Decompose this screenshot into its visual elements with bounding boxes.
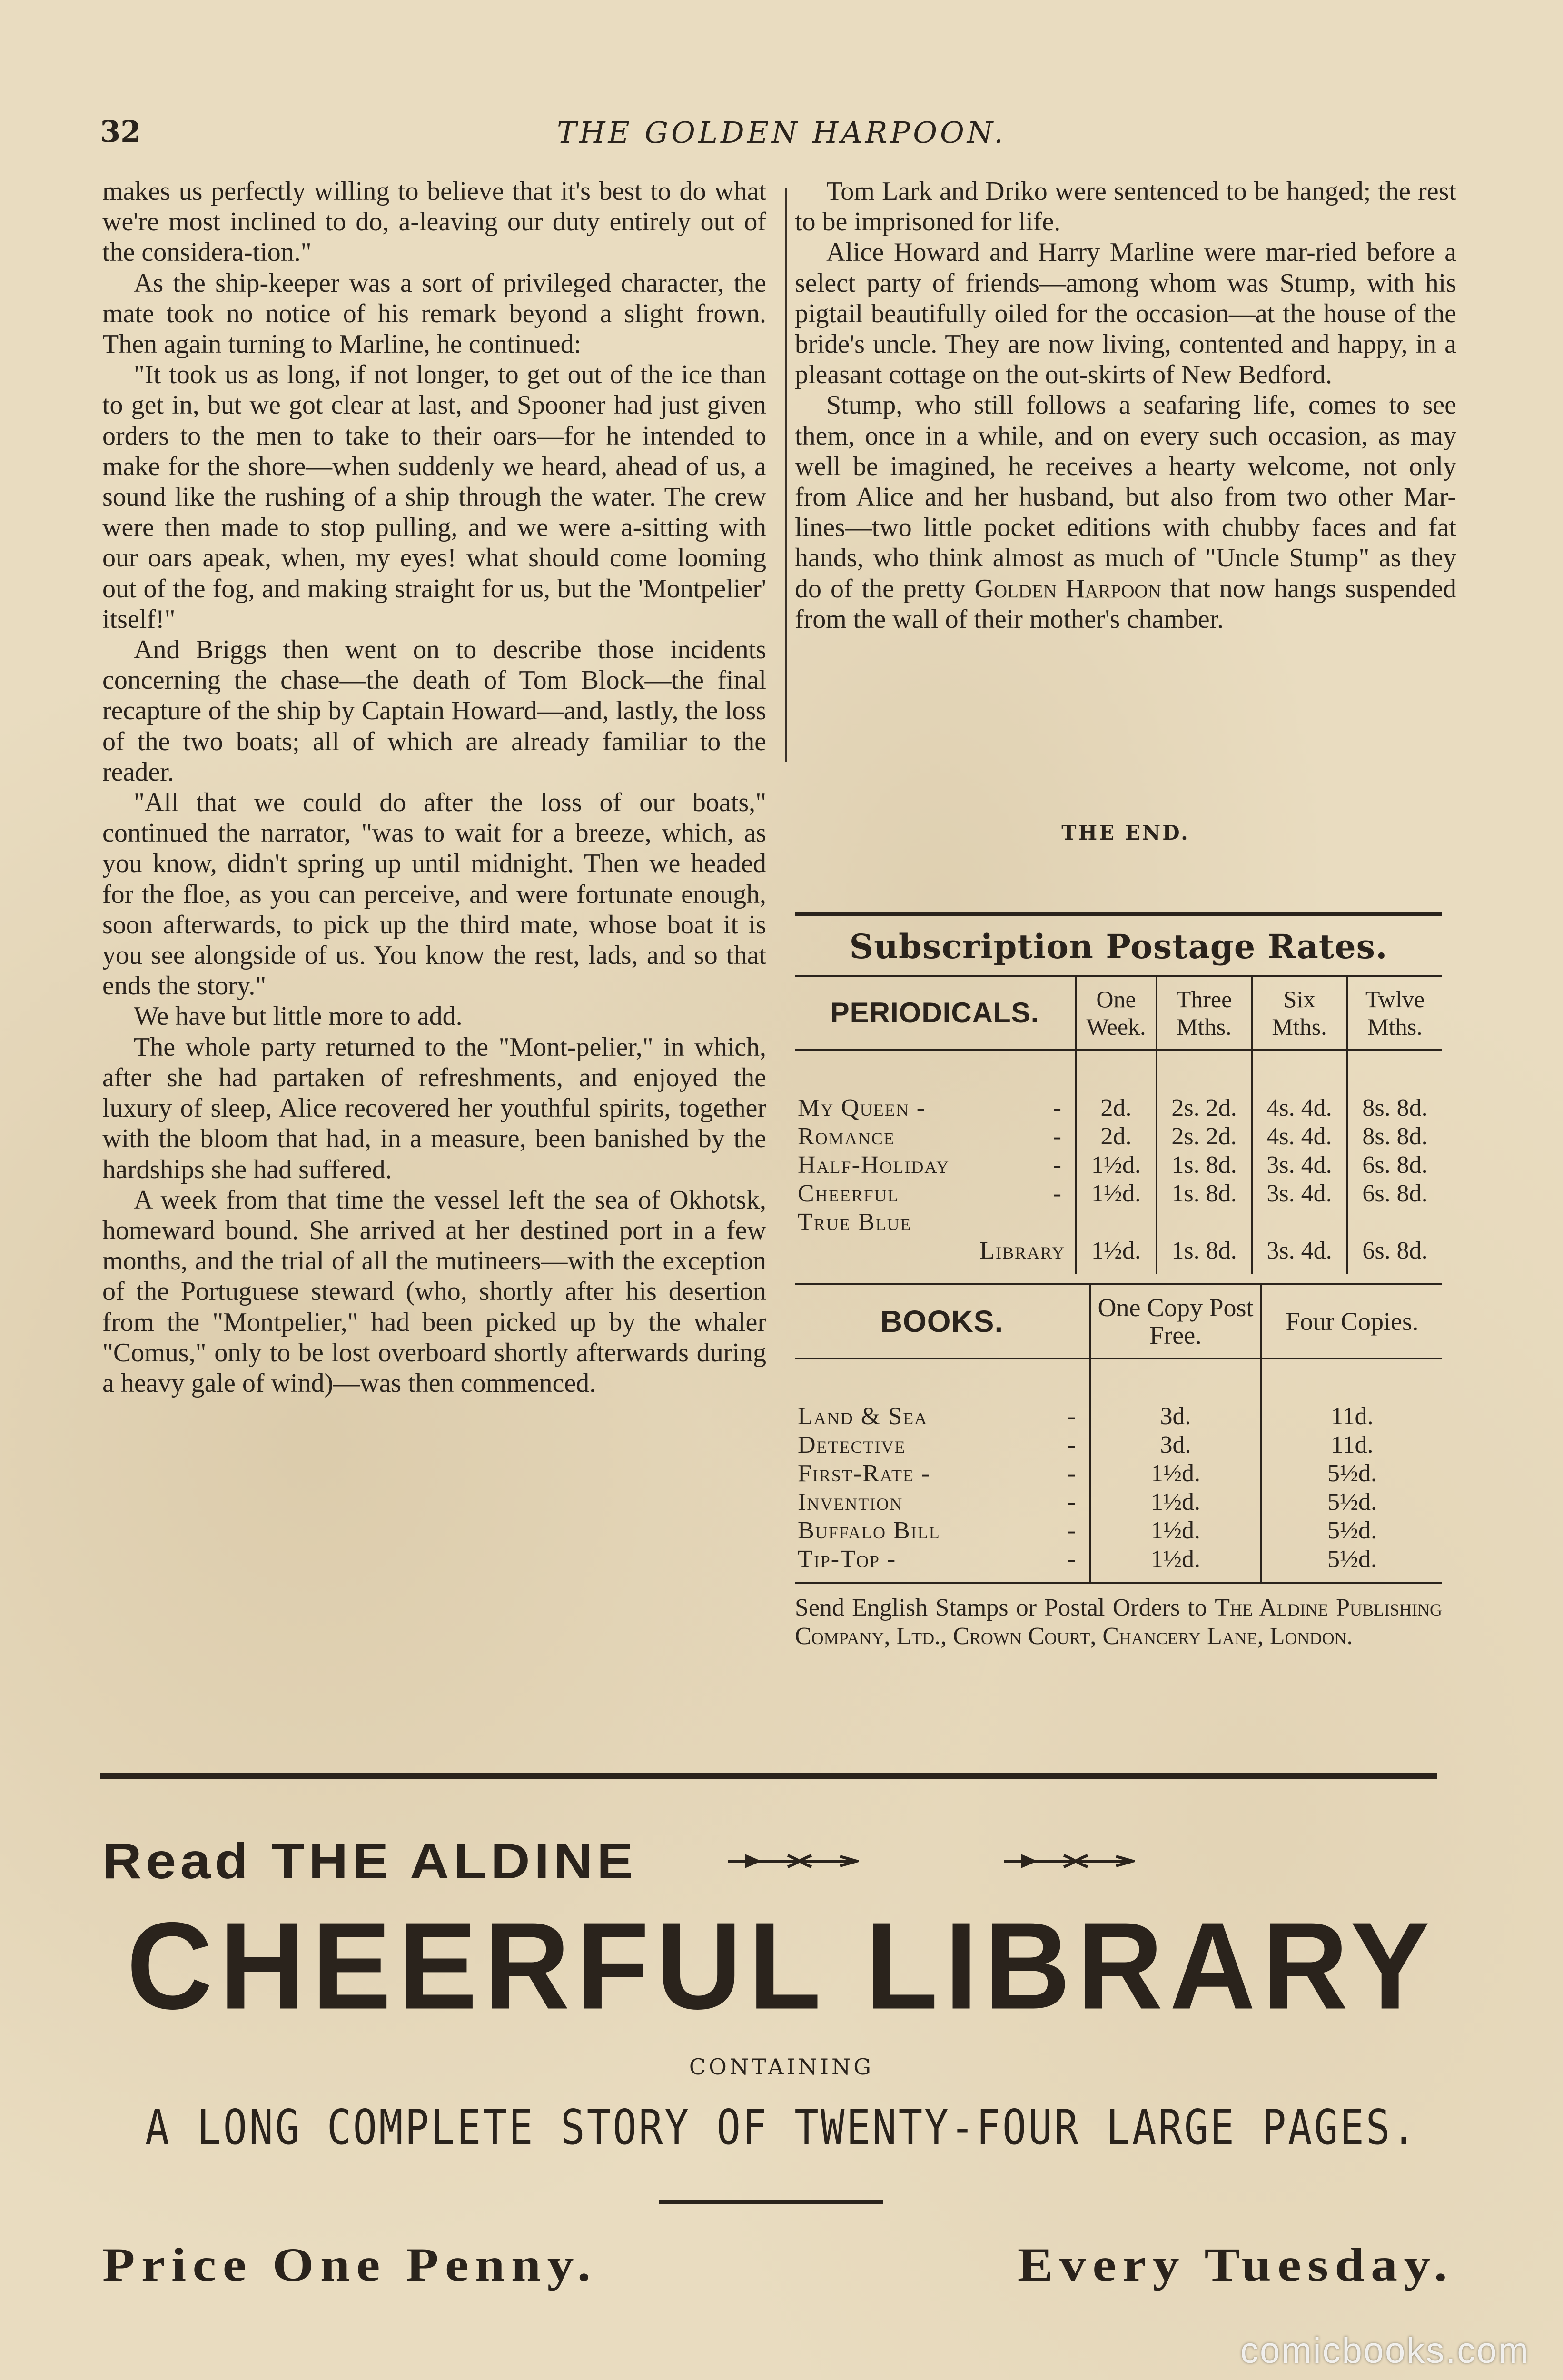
rate-cell: 1½d. bbox=[1076, 1151, 1157, 1180]
periodicals-label: PERIODICALS. bbox=[795, 977, 1076, 1050]
rate-cell: 1s. 8d. bbox=[1157, 1180, 1252, 1208]
rate-cell: 11d. bbox=[1261, 1431, 1442, 1459]
rate-cell: 1½d. bbox=[1090, 1545, 1261, 1582]
table-row bbox=[795, 1050, 1442, 1122]
the-end-label: THE END. bbox=[1061, 821, 1190, 844]
rate-cell: 5½d. bbox=[1261, 1545, 1442, 1582]
books-table bbox=[795, 1285, 1442, 1582]
table-row bbox=[795, 1180, 1442, 1208]
rate-cell: 1½d. bbox=[1090, 1517, 1261, 1545]
rate-cell: 2d. bbox=[1076, 1050, 1157, 1122]
periodical-name: Half-Holiday - bbox=[798, 1151, 1062, 1179]
column-header: Six Mths. bbox=[1252, 977, 1347, 1050]
periodical-name: Romance - bbox=[798, 1123, 1062, 1150]
table-row bbox=[795, 1545, 1442, 1582]
paragraph: And Briggs then went on to describe those incidents concerning the chase—the death of Tom Block—the final recapture of the ship by Captain Howard—and, lastly, the loss of the two boats; all of which are already familiar to the reader. bbox=[102, 635, 766, 787]
running-title: THE GOLDEN HARPOON. bbox=[557, 115, 1006, 150]
rate-cell: 6s. 8d. bbox=[1347, 1180, 1442, 1208]
rate-cell: 1s. 8d. bbox=[1157, 1237, 1252, 1274]
paragraph: "It took us as long, if not longer, to get out of the ice than to get in, but we got clear at last, and Spooner had just given orders to the men to take to their oars—for he intended to make for the shore—when suddenly we heard, ahead of us, a sound like the rushing of a ship through the water. The crew were then made to stop pulling, and we were a-sitting with our oars apeak, when, my eyes! what should come looming out of the fog, and making straight for us, but the 'Montpelier' itself!" bbox=[102, 360, 766, 634]
table-row bbox=[795, 1517, 1442, 1545]
paragraph: A week from that time the vessel left the sea of Okhotsk, homeward bound. She arrived at her destined port in a few months, and the trial of all the mutineers—with the exception of the Portuguese steward (who, shortly after his desertion from the "Montpelier," had been picked up by the whaler "Comus," only to be lost overboard shortly afterwards during a heavy gale of wind)—was then commenced. bbox=[102, 1185, 766, 1398]
ad-price: Price One Penny. bbox=[102, 2238, 597, 2291]
rate-cell: 8s. 8d. bbox=[1347, 1122, 1442, 1151]
rate-cell: 2d. bbox=[1076, 1122, 1157, 1151]
table-row bbox=[795, 1488, 1442, 1517]
paragraph: Alice Howard and Harry Marline were mar-ried before a select party of friends—among whom was Stump, with his pigtail beautifully oiled for the occasion—at the house of the bride's uncle. They are now living, contented and happy, in a pleasant cottage on the out-skirts of New Bedford. bbox=[795, 238, 1456, 390]
table-row bbox=[795, 1208, 1442, 1237]
periodical-name: True Blue bbox=[798, 1209, 912, 1236]
watermark: comicbooks.com bbox=[1240, 2330, 1530, 2371]
book-name: Land & Sea - bbox=[798, 1403, 1077, 1430]
harpoon-ornament-icon bbox=[1002, 1847, 1135, 1875]
book-name: Invention - bbox=[798, 1488, 1077, 1516]
paragraph: As the ship-keeper was a sort of privileged character, the mate took no notice of his remark beyond a slight frown. Then again turning to Marline, he continued: bbox=[102, 268, 766, 359]
book-name: Buffalo Bill - bbox=[798, 1517, 1077, 1544]
ad-headline: CHEERFUL LIBRARY bbox=[127, 1896, 1436, 2035]
rate-cell: 1s. 8d. bbox=[1157, 1151, 1252, 1180]
rate-cell: 1½d. bbox=[1076, 1237, 1157, 1274]
rate-cell: 1½d. bbox=[1090, 1488, 1261, 1517]
table-row bbox=[795, 1151, 1442, 1180]
column-header: One Week. bbox=[1076, 977, 1157, 1050]
ad-day: Every Tuesday. bbox=[1017, 2238, 1454, 2291]
rate-cell: 6s. 8d. bbox=[1347, 1151, 1442, 1180]
left-column bbox=[102, 176, 766, 1398]
rule bbox=[795, 912, 1442, 916]
book-name: Tip-Top - - bbox=[798, 1546, 1077, 1573]
paragraph-text: that now hangs suspended from the wall of their mother's chamber. bbox=[795, 574, 1457, 634]
rate-cell: 3d. bbox=[1090, 1359, 1261, 1431]
column-header: Twlve Mths. bbox=[1347, 977, 1442, 1050]
rate-cell: 5½d. bbox=[1261, 1488, 1442, 1517]
rate-cell: 2s. 2d. bbox=[1157, 1122, 1252, 1151]
subscription-rates-box bbox=[795, 912, 1442, 1651]
books-label: BOOKS. bbox=[795, 1285, 1090, 1359]
order-note: Send English Stamps or Postal Orders to The Aldine Publishing Company, Ltd., Crown Court, Chancery Lane, London. bbox=[795, 1594, 1443, 1650]
golden-harpoon-smallcaps: Golden Harpoon bbox=[974, 574, 1161, 604]
rate-cell: 3d. bbox=[1090, 1431, 1261, 1459]
column-header: Three Mths. bbox=[1157, 977, 1252, 1050]
periodicals-table bbox=[795, 977, 1442, 1274]
rate-cell: 4s. 4d. bbox=[1252, 1122, 1347, 1151]
column-divider bbox=[785, 188, 787, 762]
short-rule bbox=[659, 2200, 883, 2204]
rate-cell: 4s. 4d. bbox=[1252, 1050, 1347, 1122]
rate-cell: 3s. 4d. bbox=[1252, 1237, 1347, 1274]
table-row bbox=[795, 1459, 1442, 1488]
table-row bbox=[795, 1431, 1442, 1459]
rate-cell: 3s. 4d. bbox=[1252, 1151, 1347, 1180]
column-header: Four Copies. bbox=[1261, 1285, 1442, 1359]
table-row bbox=[795, 1122, 1442, 1151]
column-header: One Copy Post Free. bbox=[1090, 1285, 1261, 1359]
rates-title: Subscription Postage Rates. bbox=[849, 927, 1388, 966]
paragraph: We have but little more to add. bbox=[134, 1002, 463, 1031]
rate-cell: 3s. 4d. bbox=[1252, 1180, 1347, 1208]
table-row bbox=[795, 1237, 1442, 1274]
rate-cell: 1½d. bbox=[1090, 1459, 1261, 1488]
paragraph: Tom Lark and Driko were sentenced to be hanged; the rest to be imprisoned for life. bbox=[795, 177, 1456, 237]
ad-containing: CONTAINING bbox=[689, 2054, 874, 2080]
book-name: First-Rate - - bbox=[798, 1460, 1077, 1487]
paragraph: The whole party returned to the "Mont-pelier," in which, after she had partaken of refreshments, and enjoyed the luxury of sleep, Alice recovered her youthful spirits, together with the bloom that had, in a measure, been banished by the hardships she had suffered. bbox=[102, 1032, 766, 1184]
book-name: Detective - bbox=[798, 1431, 1077, 1458]
rate-cell: 11d. bbox=[1261, 1359, 1442, 1431]
rate-cell: 5½d. bbox=[1261, 1517, 1442, 1545]
harpoon-ornament-icon bbox=[726, 1847, 859, 1875]
paragraph bbox=[795, 390, 1456, 635]
paragraph: makes us perfectly willing to believe that it's best to do what we're most inclined to do, a-leaving our duty entirely out of the considera-tion." bbox=[102, 177, 766, 268]
right-column bbox=[795, 176, 1456, 635]
rate-cell: 6s. 8d. bbox=[1347, 1237, 1442, 1274]
paragraph-text: Stump, who still follows a seafaring life, comes to see them, once in a while, and on every such occasion, as may well be imagined, he receives a hearty welcome, not only from Alice and her husband, but also from two other Mar-lines—two little pocket editions with chubby faces and fat hands, who think almost as much of "Uncle Stump" as they do of the pretty bbox=[795, 390, 1456, 604]
periodical-name: Cheerful - bbox=[798, 1180, 1062, 1207]
rate-cell: 8s. 8d. bbox=[1347, 1050, 1442, 1122]
rate-cell: 2s. 2d. bbox=[1157, 1050, 1252, 1122]
page-number: 32 bbox=[100, 114, 141, 149]
rate-cell: 1½d. bbox=[1076, 1180, 1157, 1208]
section-rule bbox=[100, 1773, 1437, 1779]
periodical-name: Library bbox=[979, 1237, 1065, 1264]
table-row bbox=[795, 1359, 1442, 1431]
ad-read-line: Read THE ALDINE bbox=[102, 1833, 637, 1889]
periodical-name: My Queen - - bbox=[798, 1094, 1062, 1121]
ad-story-line: A LONG COMPLETE STORY OF TWENTY-FOUR LARGE PAGES. bbox=[145, 2099, 1418, 2155]
rate-cell: 5½d. bbox=[1261, 1459, 1442, 1488]
paragraph: "All that we could do after the loss of our boats," continued the narrator, "was to wait for a breeze, which, as you know, didn't spring up until midnight. Then we headed for the floe, as you can perceive, and were fortunate enough, soon afterwards, to pick up the third mate, whose boat it is you see alongside of us. You know the rest, lads, and so that ends the story." bbox=[102, 788, 766, 1001]
